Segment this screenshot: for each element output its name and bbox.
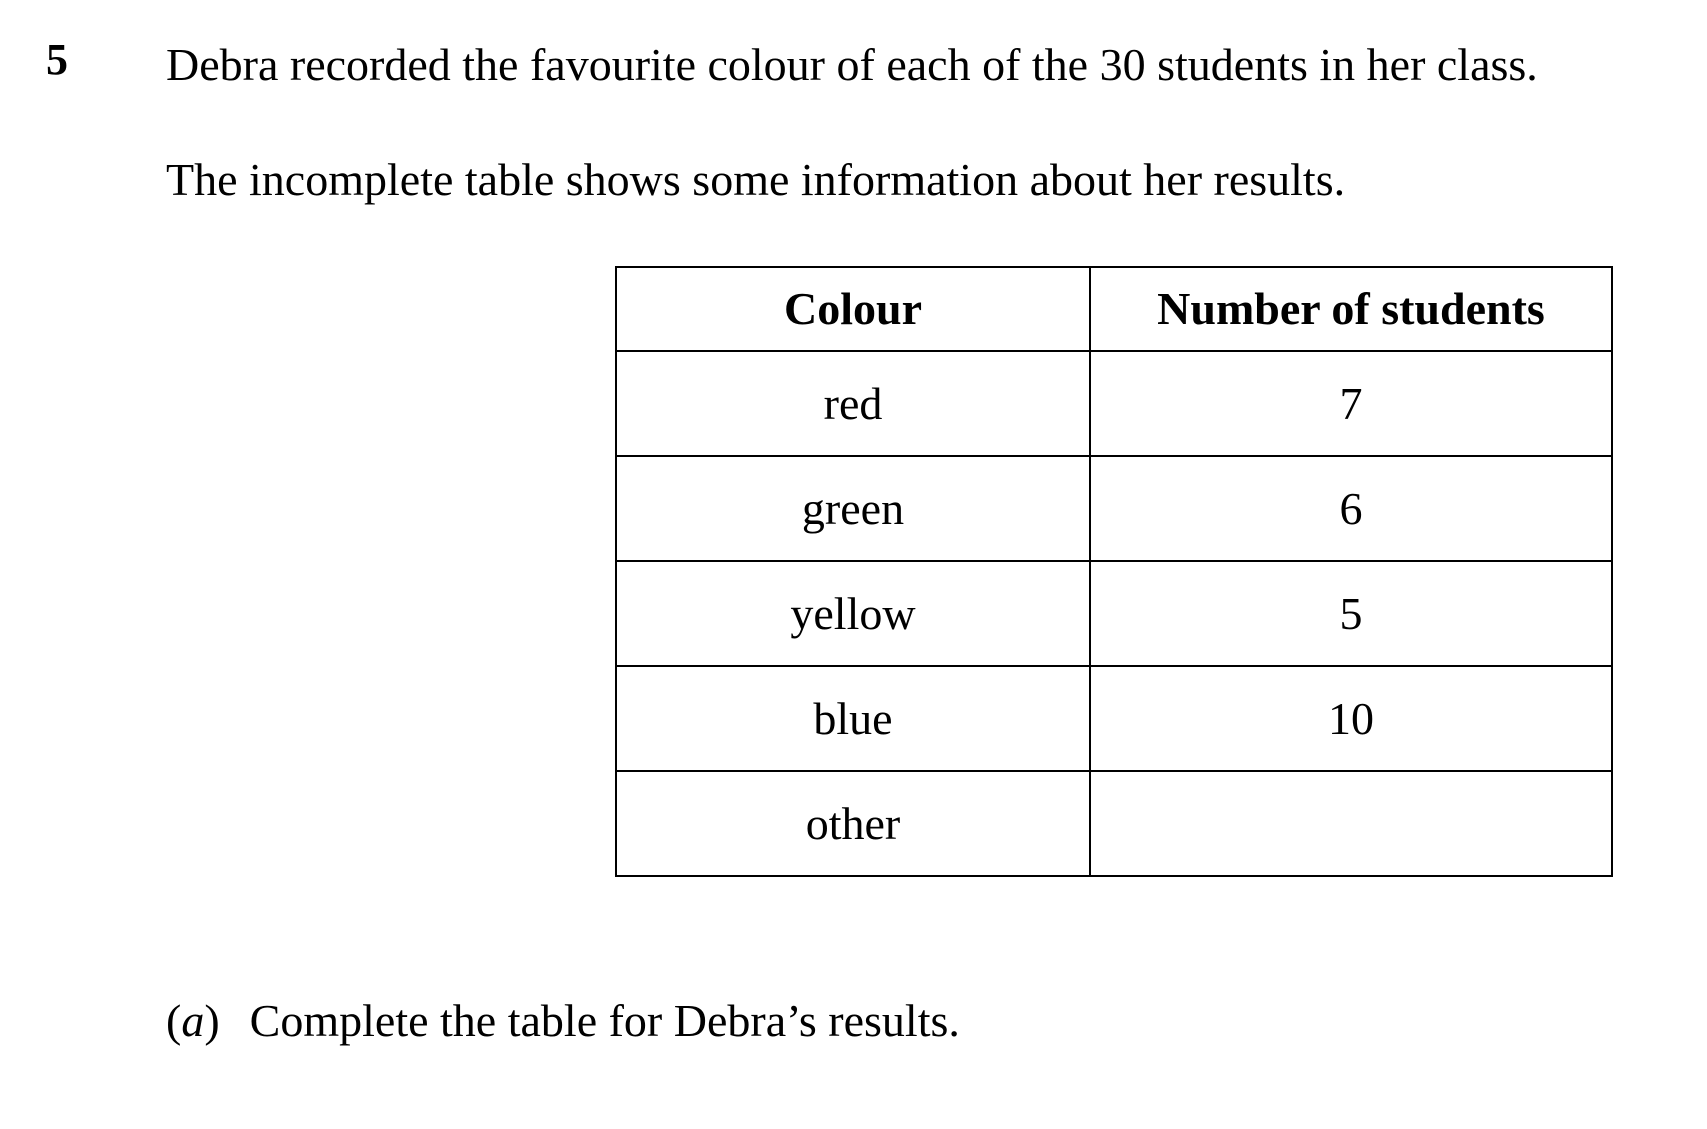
table-row bbox=[616, 771, 1612, 876]
part-a-instruction bbox=[166, 995, 960, 1046]
header-colour: Colour bbox=[616, 267, 1090, 351]
cell-number: 10 bbox=[1090, 666, 1612, 771]
cell-colour: red bbox=[616, 351, 1090, 456]
cell-colour: green bbox=[616, 456, 1090, 561]
table-row bbox=[616, 666, 1612, 771]
cell-number: 5 bbox=[1090, 561, 1612, 666]
cell-colour: blue bbox=[616, 666, 1090, 771]
header-number-of-students: Number of students bbox=[1090, 267, 1612, 351]
cell-colour: other bbox=[616, 771, 1090, 876]
table-row bbox=[616, 351, 1612, 456]
table-row bbox=[616, 561, 1612, 666]
part-label-letter: a bbox=[181, 995, 205, 1046]
cell-colour: yellow bbox=[616, 561, 1090, 666]
cell-number: 7 bbox=[1090, 351, 1612, 456]
table-header-row bbox=[616, 267, 1612, 351]
table-row bbox=[616, 456, 1612, 561]
question-table-description: The incomplete table shows some information about her results. bbox=[166, 154, 1346, 205]
favourite-colour-table bbox=[615, 266, 1613, 877]
cell-number: 6 bbox=[1090, 456, 1612, 561]
question-number: 5 bbox=[46, 35, 68, 84]
part-label-open: ( bbox=[166, 995, 182, 1046]
cell-number-blank[interactable] bbox=[1090, 771, 1612, 876]
part-label-close: ) bbox=[204, 995, 220, 1046]
question-intro-text: Debra recorded the favourite colour of each of the 30 students in her class. bbox=[166, 39, 1538, 90]
part-a-text: Complete the table for Debra’s results. bbox=[249, 995, 960, 1046]
